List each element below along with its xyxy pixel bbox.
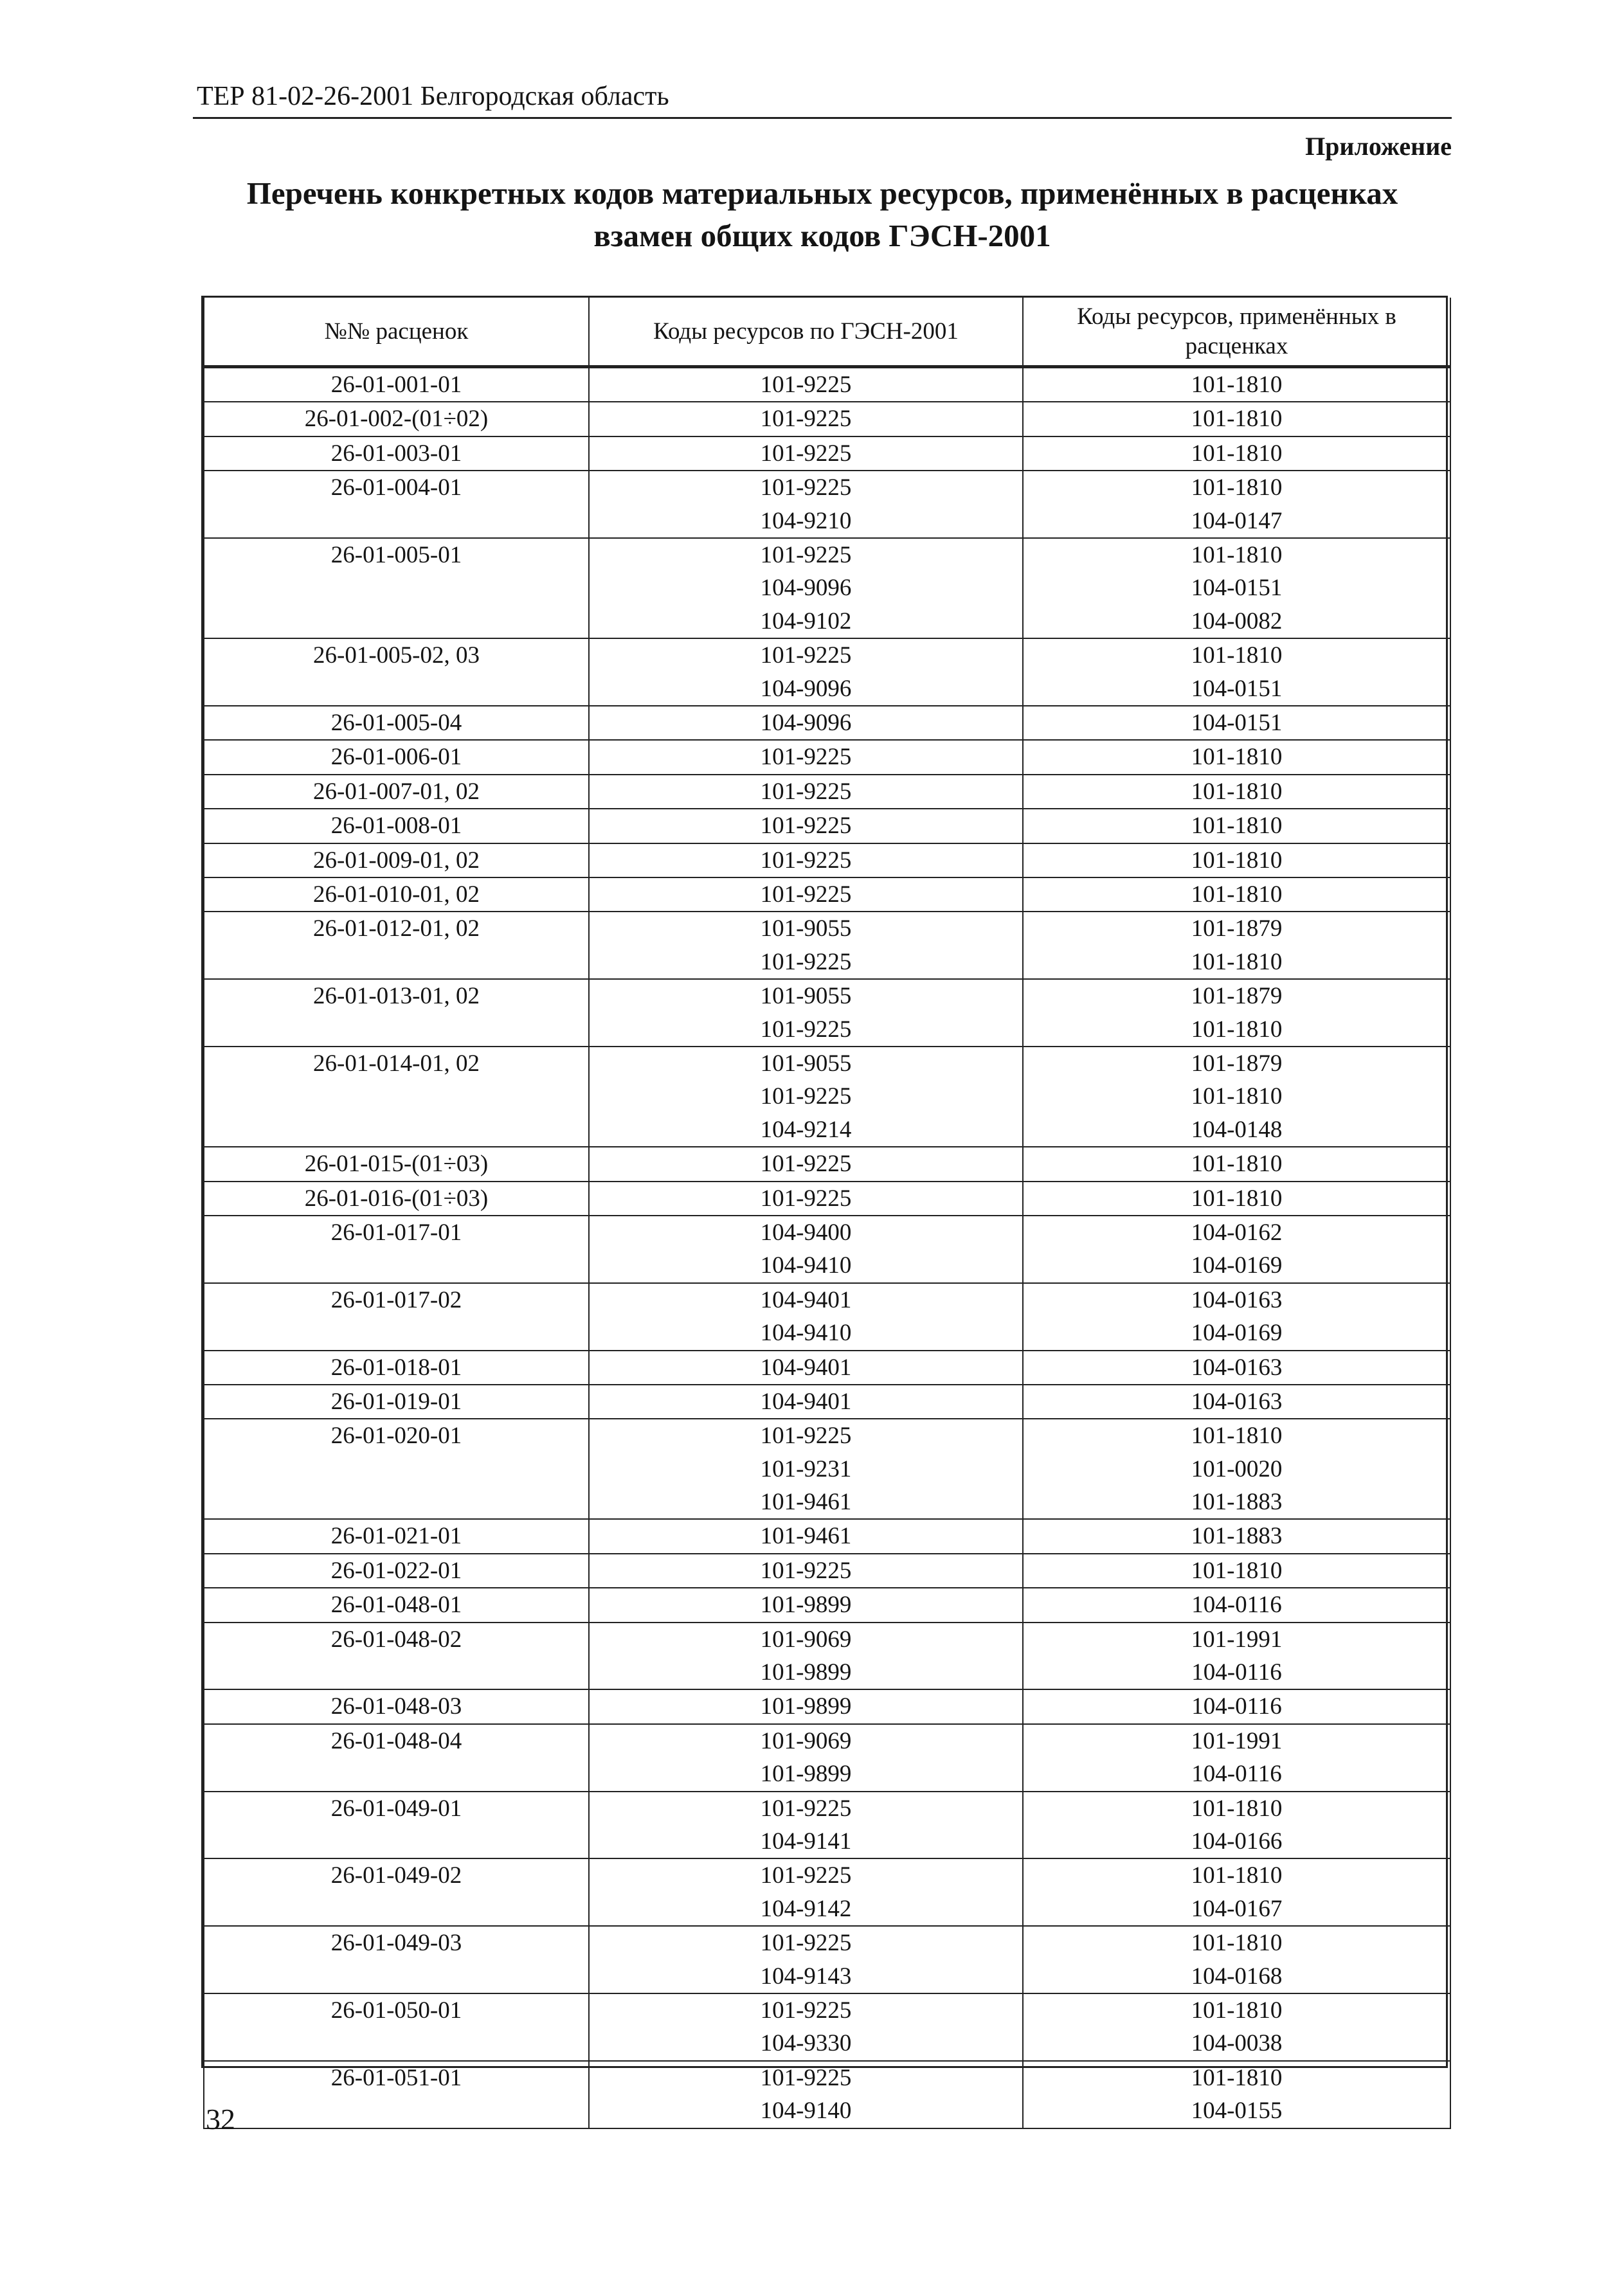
applied-codes-cell	[1023, 1926, 1450, 1993]
applied-code: 104-0163	[1191, 1354, 1283, 1381]
gesn-code: 104-9410	[760, 1252, 852, 1279]
applied-codes-cell	[1023, 1182, 1450, 1216]
rate-number-cell: 26-01-051-01	[204, 2061, 589, 2128]
gesn-code: 101-9899	[760, 1761, 852, 1788]
applied-codes-cell	[1023, 1385, 1450, 1419]
rate-number-cell: 26-01-017-02	[204, 1283, 589, 1351]
applied-code: 104-0147	[1191, 507, 1283, 534]
gesn-code: 104-9096	[760, 709, 852, 736]
applied-code: 104-0162	[1191, 1219, 1283, 1246]
applied-code: 104-0167	[1191, 1895, 1283, 1922]
applied-code: 104-0166	[1191, 1828, 1283, 1855]
applied-code: 101-1810	[1191, 881, 1283, 908]
gesn-codes-cell	[589, 1993, 1023, 2061]
applied-codes-cell	[1023, 1047, 1450, 1147]
applied-code: 101-1810	[1191, 2064, 1283, 2091]
gesn-codes-cell	[589, 1419, 1023, 1519]
applied-codes-cell	[1023, 1792, 1450, 1859]
appendix-label: Приложение	[1305, 132, 1452, 161]
gesn-code: 101-9055	[760, 915, 852, 942]
table-row	[204, 2061, 1450, 2128]
applied-code: 104-0116	[1191, 1659, 1282, 1686]
gesn-code: 101-9899	[760, 1592, 852, 1619]
applied-code: 101-1883	[1191, 1489, 1283, 1516]
table-row	[204, 877, 1450, 912]
gesn-codes-cell	[589, 1519, 1023, 1553]
applied-code: 104-0169	[1191, 1320, 1283, 1347]
gesn-code: 101-9225	[760, 1795, 852, 1822]
gesn-code: 104-9400	[760, 1219, 852, 1246]
document-header	[193, 78, 1452, 119]
applied-code: 104-0148	[1191, 1116, 1283, 1143]
gesn-code: 104-9141	[760, 1828, 852, 1855]
gesn-code: 101-9225	[760, 406, 852, 433]
table-row	[204, 1689, 1450, 1723]
rate-number-cell: 26-01-005-02, 03	[204, 638, 589, 706]
gesn-code: 101-9225	[760, 1930, 852, 1957]
gesn-code: 101-9225	[760, 2064, 852, 2091]
gesn-codes-cell	[589, 1858, 1023, 1926]
gesn-code: 101-9225	[760, 1016, 852, 1043]
applied-codes-cell	[1023, 775, 1450, 809]
gesn-code: 101-9225	[760, 372, 852, 398]
applied-codes-cell	[1023, 402, 1450, 436]
applied-code: 104-0116	[1191, 1761, 1282, 1788]
applied-code: 101-1879	[1191, 915, 1283, 942]
gesn-codes-cell	[589, 979, 1023, 1047]
table-row	[204, 1182, 1450, 1216]
applied-codes-cell	[1023, 1283, 1450, 1351]
gesn-code: 101-9069	[760, 1727, 852, 1754]
table-body	[204, 367, 1450, 2128]
table-row	[204, 538, 1450, 638]
rate-number-cell: 26-01-009-01, 02	[204, 843, 589, 877]
applied-code: 101-1810	[1191, 948, 1283, 975]
rate-number-cell: 26-01-049-02	[204, 1858, 589, 1926]
applied-code: 101-1810	[1191, 1795, 1283, 1822]
rate-number-cell: 26-01-002-(01÷02)	[204, 402, 589, 436]
gesn-code: 101-9231	[760, 1455, 852, 1482]
gesn-codes-cell	[589, 402, 1023, 436]
gesn-code: 101-9225	[760, 744, 852, 771]
table-row	[204, 1623, 1450, 1690]
applied-codes-cell	[1023, 1689, 1450, 1723]
applied-codes-cell	[1023, 1588, 1450, 1622]
applied-codes-cell	[1023, 843, 1450, 877]
page-number: 32	[206, 2103, 235, 2136]
gesn-code: 101-9899	[760, 1659, 852, 1686]
rate-number-cell: 26-01-008-01	[204, 809, 589, 843]
gesn-code: 104-9142	[760, 1895, 852, 1922]
rate-number-cell: 26-01-050-01	[204, 1993, 589, 2061]
rate-number-cell: 26-01-022-01	[204, 1554, 589, 1588]
gesn-code: 104-9401	[760, 1286, 852, 1313]
gesn-code: 101-9225	[760, 881, 852, 908]
gesn-codes-cell	[589, 2061, 1023, 2128]
applied-code: 101-1991	[1191, 1626, 1283, 1653]
applied-code: 104-0116	[1191, 1592, 1282, 1619]
table-row	[204, 1993, 1450, 2061]
rate-number-cell: 26-01-019-01	[204, 1385, 589, 1419]
rate-number-cell: 26-01-049-01	[204, 1792, 589, 1859]
table-row	[204, 638, 1450, 706]
gesn-code: 101-9055	[760, 983, 852, 1010]
gesn-code: 104-9401	[760, 1354, 852, 1381]
applied-code: 101-1810	[1191, 542, 1283, 568]
rate-number-cell: 26-01-048-04	[204, 1724, 589, 1792]
applied-code: 101-1810	[1191, 1557, 1283, 1584]
applied-code: 101-1810	[1191, 1016, 1283, 1043]
applied-codes-cell	[1023, 809, 1450, 843]
applied-code: 104-0163	[1191, 1286, 1283, 1313]
gesn-code: 101-9225	[760, 813, 852, 840]
gesn-code: 101-9055	[760, 1050, 852, 1077]
applied-code: 101-1810	[1191, 1930, 1283, 1957]
gesn-code: 101-9225	[760, 642, 852, 669]
applied-codes-cell	[1023, 1419, 1450, 1519]
gesn-code: 104-9096	[760, 575, 852, 602]
rate-number-cell: 26-01-017-01	[204, 1216, 589, 1283]
gesn-codes-cell	[589, 740, 1023, 774]
gesn-code: 101-9225	[760, 948, 852, 975]
gesn-code: 101-9461	[760, 1523, 852, 1550]
gesn-code: 101-9225	[760, 1185, 852, 1212]
table-row	[204, 843, 1450, 877]
applied-codes-cell	[1023, 979, 1450, 1047]
column-header-gesn-codes: Коды ресурсов по ГЭСН-2001	[589, 298, 1023, 367]
gesn-code: 104-9096	[760, 675, 852, 702]
applied-code: 104-0163	[1191, 1388, 1283, 1415]
page-heading-line1: Перечень конкретных кодов материальных ресурсов, применённых в расценках	[246, 175, 1398, 211]
rate-number-cell: 26-01-020-01	[204, 1419, 589, 1519]
rate-number-cell: 26-01-048-03	[204, 1689, 589, 1723]
table-row	[204, 706, 1450, 740]
applied-code: 101-1879	[1191, 1050, 1283, 1077]
table-row	[204, 1283, 1450, 1351]
gesn-codes-cell	[589, 1926, 1023, 1993]
applied-code: 101-1810	[1191, 1185, 1283, 1212]
gesn-codes-cell	[589, 1554, 1023, 1588]
applied-codes-cell	[1023, 912, 1450, 979]
gesn-codes-cell	[589, 471, 1023, 538]
gesn-code: 101-9225	[760, 847, 852, 874]
rate-number-cell: 26-01-003-01	[204, 436, 589, 471]
applied-code: 104-0151	[1191, 709, 1283, 736]
table-row	[204, 740, 1450, 774]
gesn-codes-cell	[589, 809, 1023, 843]
gesn-code: 101-9069	[760, 1626, 852, 1653]
gesn-code: 104-9330	[760, 2030, 852, 2057]
applied-codes-cell	[1023, 2061, 1450, 2128]
table-row	[204, 979, 1450, 1047]
gesn-codes-cell	[589, 877, 1023, 912]
rate-number-cell: 26-01-010-01, 02	[204, 877, 589, 912]
applied-code: 104-0155	[1191, 2098, 1283, 2125]
applied-code: 101-1810	[1191, 744, 1283, 771]
table-row	[204, 1385, 1450, 1419]
rate-number-cell: 26-01-004-01	[204, 471, 589, 538]
applied-codes-cell	[1023, 1623, 1450, 1690]
table-row	[204, 1858, 1450, 1926]
applied-codes-cell	[1023, 1147, 1450, 1181]
gesn-codes-cell	[589, 538, 1023, 638]
gesn-code: 104-9401	[760, 1388, 852, 1415]
gesn-codes-cell	[589, 706, 1023, 740]
applied-code: 104-0151	[1191, 575, 1283, 602]
applied-codes-cell	[1023, 538, 1450, 638]
gesn-codes-cell	[589, 843, 1023, 877]
column-header-rate: №№ расценок	[204, 298, 589, 367]
applied-code: 101-1810	[1191, 642, 1283, 669]
applied-codes-cell	[1023, 1993, 1450, 2061]
applied-codes-cell	[1023, 471, 1450, 538]
rate-number-cell: 26-01-007-01, 02	[204, 775, 589, 809]
gesn-code: 104-9214	[760, 1116, 852, 1143]
applied-code: 101-1810	[1191, 406, 1283, 433]
applied-code: 101-0020	[1191, 1455, 1283, 1482]
gesn-code: 101-9225	[760, 440, 852, 467]
applied-code: 101-1810	[1191, 847, 1283, 874]
table-row	[204, 775, 1450, 809]
rate-number-cell: 26-01-012-01, 02	[204, 912, 589, 979]
applied-codes-cell	[1023, 1858, 1450, 1926]
document-title: ТЕР 81-02-26-2001 Белгородская область	[197, 82, 669, 111]
gesn-code: 101-9225	[760, 1862, 852, 1889]
rate-number-cell: 26-01-006-01	[204, 740, 589, 774]
rate-number-cell: 26-01-001-01	[204, 367, 589, 402]
table-row	[204, 1147, 1450, 1181]
gesn-code: 101-9899	[760, 1693, 852, 1720]
table-row	[204, 1926, 1450, 1993]
applied-code: 104-0116	[1191, 1693, 1282, 1720]
gesn-code: 101-9225	[760, 1423, 852, 1450]
gesn-codes-cell	[589, 1689, 1023, 1723]
applied-code: 101-1810	[1191, 778, 1283, 805]
applied-codes-cell	[1023, 1519, 1450, 1553]
applied-code: 101-1810	[1191, 1423, 1283, 1450]
applied-code: 101-1810	[1191, 440, 1283, 467]
table-row	[204, 1047, 1450, 1147]
table-row	[204, 1554, 1450, 1588]
rate-number-cell: 26-01-013-01, 02	[204, 979, 589, 1047]
gesn-codes-cell	[589, 1385, 1023, 1419]
applied-code: 104-0082	[1191, 607, 1283, 634]
rate-number-cell: 26-01-015-(01÷03)	[204, 1147, 589, 1181]
gesn-codes-cell	[589, 1792, 1023, 1859]
table-row	[204, 402, 1450, 436]
column-header-applied-codes: Коды ресурсов, применённых в расценках	[1023, 298, 1450, 367]
table-row	[204, 912, 1450, 979]
page-heading-line2: взамен общих кодов ГЭСН-2001	[593, 218, 1051, 253]
applied-code: 101-1883	[1191, 1523, 1283, 1550]
gesn-code: 101-9461	[760, 1489, 852, 1516]
gesn-code: 104-9140	[760, 2098, 852, 2125]
applied-codes-cell	[1023, 1724, 1450, 1792]
gesn-code: 101-9225	[760, 474, 852, 501]
table-row	[204, 1216, 1450, 1283]
applied-code: 104-0168	[1191, 1963, 1283, 1990]
table-row	[204, 367, 1450, 402]
table-row	[204, 809, 1450, 843]
gesn-codes-cell	[589, 1216, 1023, 1283]
table-header-row	[204, 298, 1450, 367]
rate-number-cell: 26-01-005-01	[204, 538, 589, 638]
gesn-codes-cell	[589, 367, 1023, 402]
applied-codes-cell	[1023, 1554, 1450, 1588]
rate-number-cell: 26-01-049-03	[204, 1926, 589, 1993]
gesn-code: 104-9102	[760, 607, 852, 634]
applied-codes-cell	[1023, 740, 1450, 774]
gesn-codes-cell	[589, 1588, 1023, 1622]
table-row	[204, 436, 1450, 471]
applied-codes-cell	[1023, 1351, 1450, 1385]
rate-number-cell: 26-01-005-04	[204, 706, 589, 740]
applied-codes-cell	[1023, 638, 1450, 706]
applied-codes-cell	[1023, 706, 1450, 740]
rate-number-cell: 26-01-048-01	[204, 1588, 589, 1622]
table-row	[204, 471, 1450, 538]
table-row	[204, 1351, 1450, 1385]
table-row	[204, 1588, 1450, 1622]
gesn-code: 104-9410	[760, 1320, 852, 1347]
applied-code: 101-1810	[1191, 1862, 1283, 1889]
applied-code: 104-0169	[1191, 1252, 1283, 1279]
gesn-codes-cell	[589, 1724, 1023, 1792]
gesn-codes-cell	[589, 1047, 1023, 1147]
gesn-codes-cell	[589, 912, 1023, 979]
gesn-code: 101-9225	[760, 1557, 852, 1584]
gesn-codes-cell	[589, 638, 1023, 706]
gesn-codes-cell	[589, 1623, 1023, 1690]
applied-code: 101-1810	[1191, 1997, 1283, 2024]
applied-code: 101-1810	[1191, 1083, 1283, 1110]
rate-number-cell: 26-01-048-02	[204, 1623, 589, 1690]
table-row	[204, 1792, 1450, 1859]
gesn-codes-cell	[589, 1351, 1023, 1385]
gesn-codes-cell	[589, 775, 1023, 809]
gesn-code: 101-9225	[760, 1083, 852, 1110]
gesn-code: 101-9225	[760, 542, 852, 568]
gesn-codes-cell	[589, 436, 1023, 471]
applied-code: 104-0038	[1191, 2030, 1283, 2057]
applied-codes-cell	[1023, 1216, 1450, 1283]
rate-number-cell: 26-01-016-(01÷03)	[204, 1182, 589, 1216]
applied-code: 104-0151	[1191, 675, 1283, 702]
gesn-codes-cell	[589, 1147, 1023, 1181]
rate-number-cell: 26-01-021-01	[204, 1519, 589, 1553]
gesn-codes-cell	[589, 1182, 1023, 1216]
applied-codes-cell	[1023, 436, 1450, 471]
applied-code: 101-1810	[1191, 1151, 1283, 1178]
rate-number-cell: 26-01-018-01	[204, 1351, 589, 1385]
applied-code: 101-1810	[1191, 372, 1283, 398]
gesn-code: 101-9225	[760, 1151, 852, 1178]
table-row	[204, 1724, 1450, 1792]
applied-code: 101-1810	[1191, 813, 1283, 840]
applied-code: 101-1991	[1191, 1727, 1283, 1754]
applied-code: 101-1810	[1191, 474, 1283, 501]
gesn-code: 101-9225	[760, 778, 852, 805]
applied-codes-cell	[1023, 877, 1450, 912]
gesn-code: 101-9225	[760, 1997, 852, 2024]
gesn-code: 104-9143	[760, 1963, 852, 1990]
rate-number-cell: 26-01-014-01, 02	[204, 1047, 589, 1147]
gesn-codes-cell	[589, 1283, 1023, 1351]
applied-codes-cell	[1023, 367, 1450, 402]
applied-code: 101-1879	[1191, 983, 1283, 1010]
table-row	[204, 1519, 1450, 1553]
table-row	[204, 1419, 1450, 1519]
gesn-code: 104-9210	[760, 507, 852, 534]
resource-codes-table	[201, 296, 1448, 2125]
